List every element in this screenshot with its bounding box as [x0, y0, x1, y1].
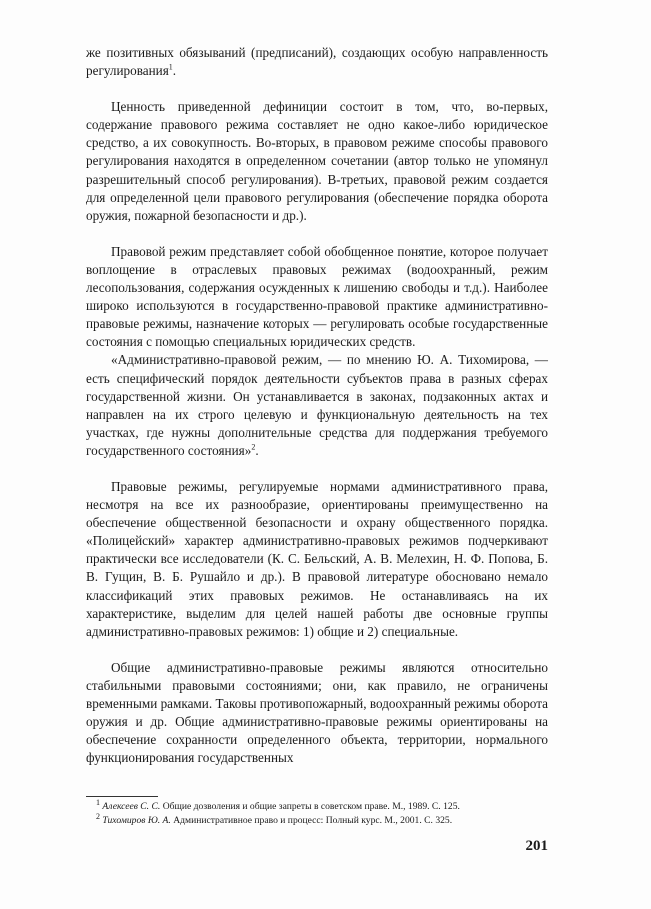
- paragraph-4-quote: «Административно-правовой режим, — по мнению Ю. А. Тихомирова, — есть специфический порядок деятельности субъектов права в разных сферах государственной жизни. Он устанавливается в законах, подзаконных актах и направлен на их строго целевую и функциональную деятельность на тех участках, где нужны дополнительные средства для поддержания требуемого государственного состояния»$^2$.: [86, 352, 548, 458]
- page-number: 201: [525, 838, 548, 854]
- page-body: [86, 44, 548, 767]
- paragraph-2: Ценность приведенной дефиниции состоит в том, что, во-первых, содержание правового режима составляет не одно какое-либо юридическое средство, а их совокупность. Во-вторых, в правовом режиме способы правового регулирования находятся в определенном сочетании (автор только не упомянул разрешительный способ регулирования). В-третьих, правовой режим создается для определенной цели правового регулирования (обеспечение порядка оборота оружия, пожарной безопасности и др.).: [86, 99, 548, 223]
- paragraph-6: Общие административно-правовые режимы являются относительно стабильными правовыми состояниями; они, как правило, не ограничены временными рамками. Таковы противопожарный, водоохранный режимы оборота оружия и др. Общие административно-правовые режимы ориентированы на обеспечение сохранности определенного объекта, территории, нормального функционирования государственных: [86, 659, 548, 766]
- footnote-ref-1[interactable]: 1: [168, 62, 173, 72]
- paragraph-5: Правовые режимы, регулируемые нормами административного права, несмотря на все их разнообразие, ориентированы преимущественно на обеспечение общественной безопасности и охрану общественного порядка. «Полицейский» характер административно-правовых режимов подчеркивают практически все исследователи (К. С. Бельский, А. В. Мелехин, Н. Ф. Попова, Б. В. Гущин, В. Б. Рушайло и др.). В правовой литературе обосновано немало классификаций этих правовых режимов. Не останавливаясь на их характеристике, выделим для целей нашей работы две основные группы административно-правовых режимов: 1) общие и 2) специальные.: [86, 478, 548, 639]
- footnotes: [96, 797, 548, 828]
- footnote-ref-2[interactable]: 2: [251, 442, 256, 452]
- footnote-1: $^1$ Алексеев С. С. Общие дозволения и общие запреты в советском праве. М., 1989. С. 125.: [96, 797, 460, 812]
- footnote-2: $^2$ Тихомиров Ю. А. Административное право и процесс: Полный курс. М., 2001. С. 325.: [96, 811, 453, 826]
- paragraph-1: же позитивных обязываний (предписаний), создающих особую направленность регулирования$^1$.: [86, 45, 548, 79]
- paragraph-3: Правовой режим представляет собой обобщенное понятие, которое получает воплощение в отраслевых правовых режимах (водоохранный, режим лесопользования, содержания осужденных к лишению свободы и т.д.). Наиболее широко используются в государственно-правовой практике административно-правовые режимы, назначение которых — регулировать особые государственные состояния с помощью специальных юридических средств.: [86, 243, 548, 350]
